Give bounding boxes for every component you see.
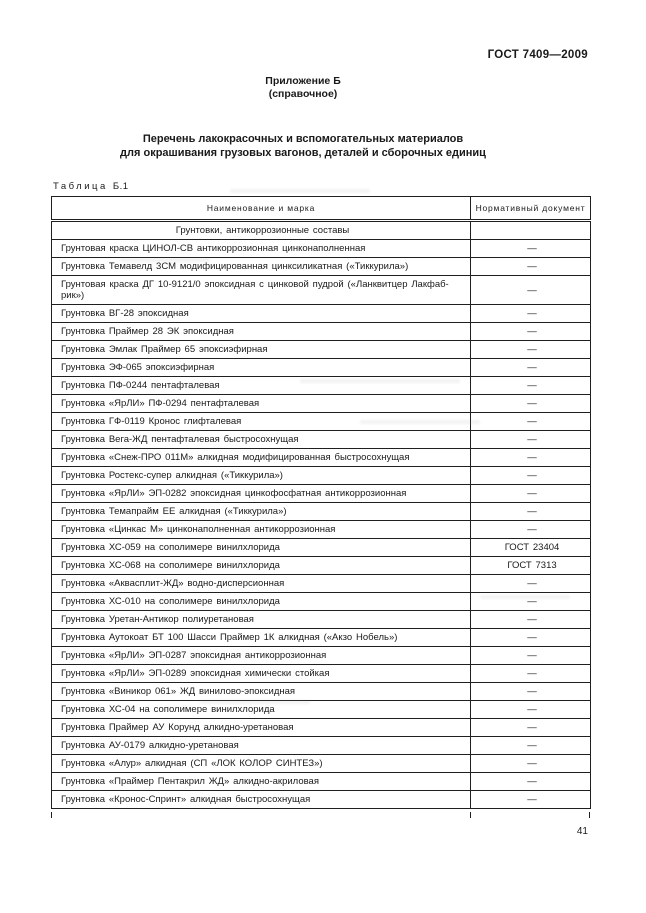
normative-document-cell: —: [471, 629, 591, 647]
table-continuation-tick: [589, 812, 590, 818]
normative-document-cell: —: [471, 683, 591, 701]
table-header-row: [52, 197, 591, 221]
material-name-cell: Грунтовка АУ-0179 алкидно-уретановая: [52, 737, 471, 755]
section-header-cell: Грунтовки, антикоррозионные составы: [52, 221, 471, 240]
material-name-cell: Грунтовка Темапрайм ЕЕ алкидная («Тиккурила»): [52, 503, 471, 521]
table-row: [52, 359, 591, 377]
appendix-subtitle: (справочное): [268, 88, 338, 100]
table-caption: [53, 181, 129, 192]
normative-document-cell: —: [471, 665, 591, 683]
material-name-cell: Грунтовка «Снеж-ПРО 011М» алкидная модифицированная быстросохнущая: [52, 449, 471, 467]
table-row: [52, 431, 591, 449]
normative-document-cell: —: [471, 701, 591, 719]
table-row: [52, 755, 591, 773]
material-name-cell: Грунтовка «ЯрЛИ» ЭП-0287 эпоксидная антикоррозионная: [52, 647, 471, 665]
scan-artifact: [230, 189, 370, 193]
table-row: [52, 521, 591, 539]
normative-document-cell: —: [471, 395, 591, 413]
material-name-cell: Грунтовка Праймер АУ Корунд алкидно-уретановая: [52, 719, 471, 737]
table-row: [52, 773, 591, 791]
normative-document-cell: —: [471, 791, 591, 809]
material-name-cell: Грунтовка Ростекс-супер алкидная («Тиккурила»): [52, 467, 471, 485]
table-row: [52, 240, 591, 258]
table-row: [52, 305, 591, 323]
material-name-cell: Грунтовка ХС-059 на сополимере винилхлорида: [52, 539, 471, 557]
material-name-cell: Грунтовая краска ЦИНОЛ-СВ антикоррозионная цинконаполненная: [52, 240, 471, 258]
material-name-cell: Грунтовка Вега-ЖД пентафталевая быстросохнущая: [52, 431, 471, 449]
scan-artifact: [200, 700, 310, 704]
normative-document-cell: —: [471, 276, 591, 305]
material-name-cell: Грунтовка ВГ-28 эпоксидная: [52, 305, 471, 323]
normative-document-cell: —: [471, 755, 591, 773]
material-name-cell: Грунтовка «Праймер Пентакрил ЖД» алкидно-акриловая: [52, 773, 471, 791]
material-name-cell: Грунтовка «ЯрЛИ» ЭП-0289 эпоксидная химически стойкая: [52, 665, 471, 683]
material-name-cell: Грунтовка «Алур» алкидная (СП «ЛОК КОЛОР СИНТЕЗ»): [52, 755, 471, 773]
material-name-cell: Грунтовка Праймер 28 ЭК эпоксидная: [52, 323, 471, 341]
table-row: [52, 485, 591, 503]
column-header-name: Наименование и марка: [52, 197, 471, 221]
table-row: [52, 719, 591, 737]
table-continuation-tick: [470, 812, 471, 818]
normative-document-cell: —: [471, 737, 591, 755]
standard-reference: ГОСТ 7409—2009: [487, 49, 588, 61]
normative-document-cell: —: [471, 593, 591, 611]
column-header-document: Нормативный документ: [471, 197, 591, 221]
normative-document-cell: —: [471, 467, 591, 485]
normative-document-cell: ГОСТ 7313: [471, 557, 591, 575]
title-line-1: Перечень лакокрасочных и вспомогательных материалов: [142, 133, 464, 145]
table-row: [52, 665, 591, 683]
normative-document-cell: —: [471, 647, 591, 665]
document-title: [0, 133, 606, 160]
normative-document-cell: —: [471, 305, 591, 323]
scan-artifact: [300, 379, 460, 383]
normative-document-cell: —: [471, 503, 591, 521]
table-row: [52, 341, 591, 359]
table-row: [52, 449, 591, 467]
normative-document-cell: —: [471, 323, 591, 341]
material-name-cell: Грунтовка ХС-010 на сополимере винилхлорида: [52, 593, 471, 611]
scan-artifact: [360, 420, 480, 424]
table-row: [52, 395, 591, 413]
material-name-cell: Грунтовка Эмлак Праймер 65 эпоксиэфирная: [52, 341, 471, 359]
normative-document-cell: —: [471, 377, 591, 395]
normative-document-cell: —: [471, 521, 591, 539]
table-row: [52, 737, 591, 755]
material-name-cell: Грунтовка ХС-04 на сополимере винилхлорида: [52, 701, 471, 719]
table-row: [52, 503, 591, 521]
material-name-cell: Грунтовка «Цинкас М» цинконаполненная антикоррозионная: [52, 521, 471, 539]
scan-artifact: [480, 595, 570, 599]
table-row: [52, 557, 591, 575]
normative-document-cell: —: [471, 359, 591, 377]
material-name-cell: Грунтовка ХС-068 на сополимере винилхлорида: [52, 557, 471, 575]
material-name-cell: Грунтовка «Аквасплит-ЖД» водно-дисперсионная: [52, 575, 471, 593]
section-header-doc-cell: [471, 221, 591, 240]
normative-document-cell: —: [471, 719, 591, 737]
normative-document-cell: —: [471, 431, 591, 449]
normative-document-cell: —: [471, 485, 591, 503]
table-row: [52, 611, 591, 629]
material-name-cell: Грунтовка «ЯрЛИ» ПФ-0294 пентафталевая: [52, 395, 471, 413]
normative-document-cell: —: [471, 258, 591, 276]
table-caption-word: Таблица: [53, 181, 108, 192]
table-row: [52, 683, 591, 701]
table-row: [52, 575, 591, 593]
table-caption-number: Б.1: [112, 181, 129, 192]
material-name-cell: Грунтовка Аутокоат БТ 100 Шасси Праймер 1К алкидная («Акзо Нобель»): [52, 629, 471, 647]
normative-document-cell: —: [471, 449, 591, 467]
material-name-cell: Грунтовка ГФ-0119 Кронос глифталевая: [52, 413, 471, 431]
normative-document-cell: —: [471, 413, 591, 431]
table-row: [52, 791, 591, 809]
table-row: [52, 413, 591, 431]
appendix-heading: [0, 75, 606, 101]
material-name-cell: Грунтовка «ЯрЛИ» ЭП-0282 эпоксидная цинкофосфатная антикоррозионная: [52, 485, 471, 503]
material-name-cell: Грунтовка ПФ-0244 пентафталевая: [52, 377, 471, 395]
table-row: [52, 647, 591, 665]
material-name-cell: Грунтовка Уретан-Антикор полиуретановая: [52, 611, 471, 629]
material-name-cell: Грунтовка «Кронос-Спринт» алкидная быстросохнущая: [52, 791, 471, 809]
normative-document-cell: —: [471, 773, 591, 791]
scan-artifact: [120, 258, 210, 262]
page-number: 41: [576, 826, 588, 837]
material-name-cell: Грунтовка Темавелд 3СМ модифицированная цинксиликатная («Тиккурила»): [52, 258, 471, 276]
table-body: [52, 221, 591, 809]
normative-document-cell: —: [471, 341, 591, 359]
table-row: [52, 467, 591, 485]
table-row: [52, 629, 591, 647]
material-name-cell: Грунтовая краска ДГ 10-9121/0 эпоксидная с цинковой пудрой («Ланквитцер Лакфабрик»): [52, 276, 471, 305]
table-continuation-tick: [51, 812, 52, 818]
material-name-cell: Грунтовка «Виникор 061» ЖД винилово-эпоксидная: [52, 683, 471, 701]
table-row: [52, 323, 591, 341]
materials-table: [51, 196, 591, 809]
normative-document-cell: —: [471, 575, 591, 593]
normative-document-cell: —: [471, 611, 591, 629]
normative-document-cell: —: [471, 240, 591, 258]
material-name-cell: Грунтовка ЭФ-065 эпоксиэфирная: [52, 359, 471, 377]
appendix-title: Приложение Б: [265, 75, 341, 87]
normative-document-cell: ГОСТ 23404: [471, 539, 591, 557]
table-row: [52, 539, 591, 557]
section-header-row: [52, 221, 591, 240]
title-line-2: для окрашивания грузовых вагонов, деталей и сборочных единиц: [120, 146, 486, 159]
table-row: [52, 701, 591, 719]
table-row: [52, 276, 591, 305]
